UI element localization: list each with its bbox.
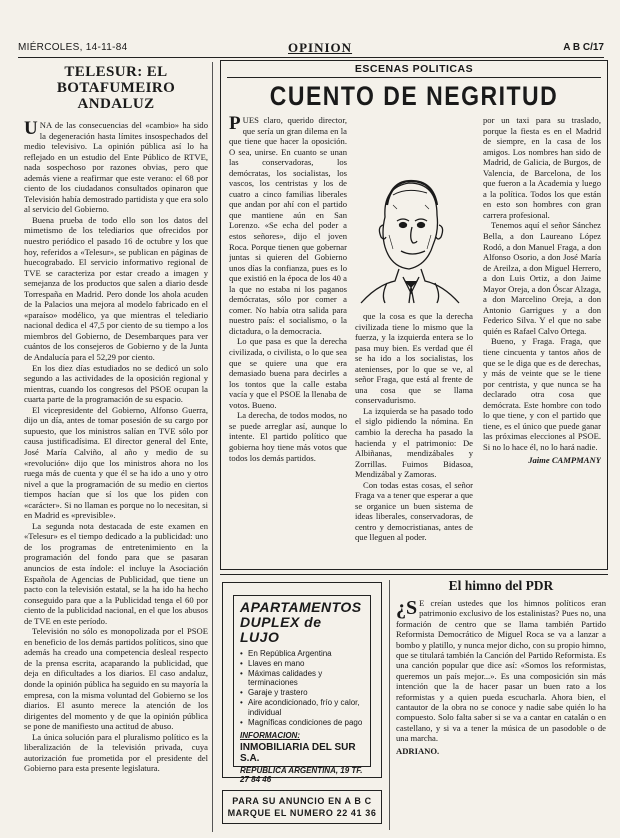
issue-date: MIÉRCOLES, 14-11-84 (18, 42, 128, 53)
left-article-paragraph: En los diez días estudiados no se dedicó un solo segundo a las actividades de la oposición regional y mientras, cuando los congresos del PSOE ocupan la cuarta parte de la programación de su espacio. (24, 362, 208, 405)
escenas-politicas-box (220, 60, 608, 570)
ad-address: REPUBLICA ARGENTINA, 19 TF. 27 84 46 (240, 766, 363, 785)
advertisement-box (222, 582, 382, 785)
left-article-paragraph: Buena prueba de todo ello son los datos del mimetismo de los telediarios que ofrecidos por nuestro periódico el pasado 16 de octubre y los que hoy, referidos a «Telesur», se publican en páginas de huecograbado. El servicio informativo regional de TVE se caracteriza por estar creado a imagen y semejanza de los productos que salen a diario desde Torrespaña en Madrid. Pero donde los ahola acuden de la Palacios una mejora al modelo fabricado en el «paraíso» modélico, ya que mientras el telediario nacional dedica el 47,5 por ciento de su tiempo a los miembros del Gobierno, de Desembarques para ver cuántos de los consejeros de Gobierno y de la Junta de Andalucía para el 52,29 por ciento. (24, 214, 208, 363)
left-article-paragraph: La única solución para el pluralismo político es la liberalización de la televisión privada, cuya autorización fue prometida por el presidente del Gobierno para esta presente legislatura. (24, 731, 208, 774)
left-article-dropcap: U (24, 118, 38, 139)
escenas-kicker: ESCENAS POLITICAS (354, 63, 474, 75)
ad-company: INMOBILIARIA DEL SUR S.A. (240, 742, 356, 765)
right-article-text: E creían ustedes que los himnos políticos eran patrimonio exclusivo de los estalinistas? Pues no, una formación de centro que se llama también Partido Reformista Democrático de Miguel Roca se va a lanzar a bombo y platillo, y nunca mejor dicho, con su propio himno, que se titulará también la Canción del Partido Reformista. Es una canción popular que dice así: «Somos los reformistas, queremos un país mejor...». Es una composición sin más intención que la de hacer pasar un buen rato a los reformistas y a quien pueda escucharla. Ahora bien, el cantautor de la obra no se conoce y nadie sabe quién lo ha compuesto. Solo falta saber si se va a cantar en catalán o en castellano, y si va a tener la música de un pasodoble o de una marcha. (396, 598, 606, 744)
ad-info-label: INFORMACION: (240, 731, 300, 741)
left-article-body (24, 120, 208, 774)
ad-feature: • En República Argentina (240, 649, 364, 659)
column-divider (212, 62, 213, 832)
escenas-column-1 (229, 115, 347, 565)
ad-feature: • Magníficas condiciones de pago (240, 718, 364, 728)
left-article-headline: TELESUR: EL BOTAFUMEIRO ANDALUZ (56, 64, 176, 112)
promo-line1: PARA SU ANUNCIO EN A B C (232, 796, 372, 806)
escenas-headline: CUENTO DE NEGRITUD (269, 80, 559, 111)
escenas-paragraph: que la cosa es que la derecha civilizada tiene lo mismo que la fuerza, y la izquierda entera se lo pasa muy bien. Es verdad que él se ha ido a los socialistas, los atenienses, por lo que se ve, al señor Fraga, que está al frente de una cosa que se llama conservadurismo. (355, 311, 473, 406)
left-article-paragraph: La segunda nota destacada de este examen en «Telesur» es el tiempo dedicado a la publicidad: uno de los programas de entretenimiento en la programación del fondo para que se pasaran anuncios de esta índole: el incluye la Asociación Española de Agencias de Publicidad, que tiene un pacto con la televisión estatal, se la ha ido ha hecho conseguido para que a la Publicidad tenga el 60 por ciento de la publicidad nacional, en el que los abusos de TVE en este período. (24, 520, 208, 626)
right-article-headline: El himno del PDR (448, 578, 554, 593)
section-title: OPINION (288, 40, 353, 55)
ad-title-line2: DUPLEX de LUJO (240, 614, 322, 645)
escenas-signature: Jaime CAMPMANY (528, 454, 601, 465)
page-number: A B C/17 (563, 42, 604, 53)
ad-promo-box (222, 790, 382, 824)
right-article-byline: ADRIANO. (396, 745, 440, 756)
advertisement-inner (233, 595, 371, 785)
right-article (396, 578, 606, 834)
promo-line2: MARQUE EL NUMERO 22 41 36 (227, 808, 377, 818)
escenas-column-3 (483, 115, 601, 565)
ad-feature: • Garaje y trastero (240, 688, 364, 698)
left-article (24, 64, 208, 834)
ad-feature: • Aire acondicionado, frío y calor, individual (240, 698, 364, 718)
section-divider (220, 574, 608, 575)
escenas-paragraph: Tenemos aquí el señor Sánchez Bella, a don Laureano López Rodó, a don Manuel Fraga, a don Alfonso Osorio, a don José María de Areilza, a don Miguel Herrero, a don Luis Ortiz, a don Jaime Mayor Oreja, a don Óscar Alzaga, a don Marcelino Oreja, a don Antonio Garrigues y a don Federico Silva. Y el que no sabe quién es Rafael Calvo Ortega. (483, 220, 601, 336)
ad-feature: • Llaves en mano (240, 659, 364, 669)
escenas-paragraph: Bueno, y Fraga. Fraga, que tiene cincuenta y tantos años de que se le diga que es de derechas, y más de veinte que se le tiene por centrista, y que nunca se ha declarado otra cosa que demócrata. Este hombre con todo lo que tiene, y con el partido que tiene, es el único que puede ganar las próximas elecciones al PSOE. Si no lo hace él, no lo hará nadie. (483, 336, 601, 452)
page-header (18, 42, 604, 58)
ad-feature-list (240, 649, 364, 727)
left-article-paragraph: Televisión no sólo es monopolizada por el PSOE en beneficio de los demás partidos políticos, sino que además ha creado una competencia desleal respecto de la prensa escrita, acaparando la publicidad, que deja en dificultades a los diarios. El caso andaluz, donde la opinión pública ha seguido en su mayoría la empresa, con la misma voluntad del Gobierno se los diarios. El asunto merece la atención de los dirigentes del momento y de que la opinión pública se pone de manifiesto una actitud de abuso. (24, 626, 208, 732)
right-article-dropcap: ¿S (396, 597, 418, 619)
kicker-rule (227, 77, 601, 78)
column-divider (389, 580, 390, 830)
ad-title-line1: APARTAMENTOS (240, 599, 362, 615)
escenas-paragraph: La izquierda se ha pasado todo el siglo pidiendo la nómina. En cambio la derecha ha pasado la hacienda y el patrimonio: De Albiñanas, mendizábales y Zorrillas. Fuimos Bidasoa, Mendizábal y Zamoras. (355, 405, 473, 480)
ad-feature: • Máximas calidades y terminaciones (240, 669, 364, 689)
escenas-paragraph: La derecha, de todos modos, no se puede arreglar así, aunque lo intente. El partido político que gobierna hoy tiene más votos que todos los demás partidos. (229, 410, 347, 463)
escenas-paragraph: por un taxi para su traslado, porque la fiesta es en el Madrid de siempre, en la casa de los amigos. Los nombres han sido de Madrid, de Galicia, de Burgos, de Valencia, de Barcelona, de los que fueron a la Academia y luego a la política. Todos los que están en esto son hombres con gran carrera profesional. (483, 115, 601, 220)
left-article-paragraph: UNA de las consecuencias del «cambio» ha sido la degeneración hasta límites insospechados del medio televisivo. La opinión pública así lo ha reflejado en un estudio del Ente Público de RTVE, nada sospechoso por razones obvias, pero que además viene a reafirmar que este verano: el 68 por ciento de los ciudadanos consultados opinaron que Televisión había demostrado partidista y que era solo al servicio del Gobierno. (24, 118, 208, 215)
escenas-paragraph: Con todas estas cosas, el señor Fraga va a tener que esperar a que se organice un buen sistema de ideas liberales, conservadoras, de centro y democristianas, antes de que lleguen al poder. (355, 479, 473, 543)
escenas-paragraph: PUES claro, querido director, que sería un gran dilema en la que tiene que hacer la oposición. O sea, unirse. En cuanto se unan las conservadoras, los demócratas, los socialistas, los vascos, los centristas y los de cuatro a cinco familias liberales que andan por ahí con el partido que mantiene aún en San Lorenzo. «Se echa del poder a estos señores», dijo el joven Roca. Porque tienen que gobernar juntas si quieren del Gobierno unos días la confianza, pues es lo que existió en la época de los 40 a la que no estaba ni los paganos demócratas, sólo por comer a comer. No había otra salida para nuestro país: el socialismo, o la dictadura, o la democracia. (229, 115, 347, 336)
right-article-body (396, 598, 606, 744)
left-article-paragraph: El vicepresidente del Gobierno, Alfonso Guerra, dijo un día, antes de tomar posesión de su cargo por supuesto, que los ministros salían en TVE sólo por causa justificadísima. El director general del Ente, José María Calviño, al año y medio de su «revolución» dijo que los ministros ahora no los ruega más de cuenta y que él se ha ido a uno y otro nivel a que la programación de su medio en ciertos tiempos hacían que sí los que los piden con «carácter». Si no llaman es porque no lo necesitan, si en Madrid es «previsible». (24, 404, 208, 521)
escenas-paragraph: Lo que pasa es que la derecha civilizada, o civilista, o lo que sea que se quiere una que era demasiado buena para decirles a los tontos que la calle estaba vacía y que el PSOE la llenaba de votos. Bueno. (229, 336, 347, 410)
caricature-portrait (347, 165, 469, 305)
escenas-dropcap: P (229, 115, 241, 134)
